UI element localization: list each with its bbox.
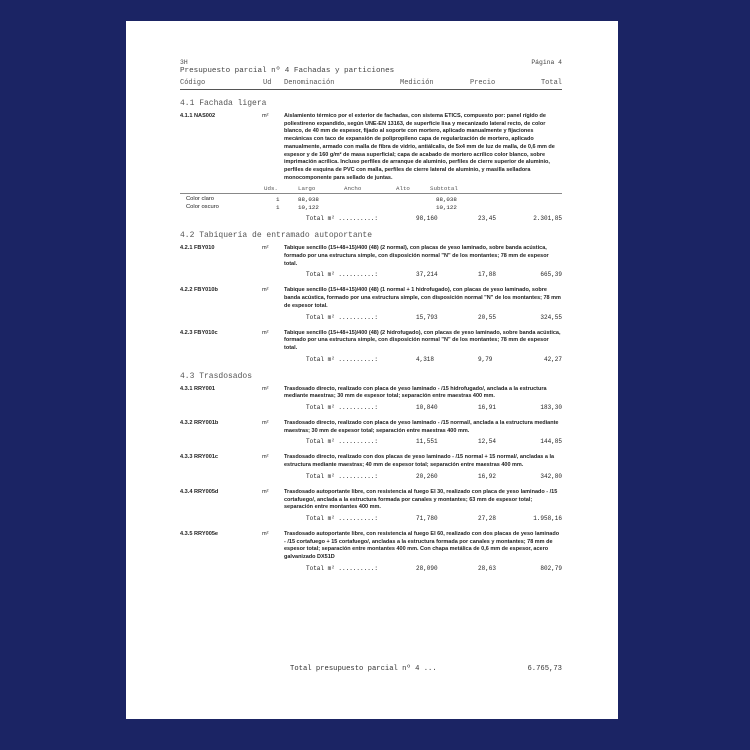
item-code: 4.3.2 RRY001b <box>180 420 219 427</box>
item-unit: m² <box>262 454 269 461</box>
section-title: 4.2 Tabiquería de entramado autoportante <box>180 231 373 241</box>
column-denominacion: Denominación <box>284 79 335 87</box>
measure-subtotal: 88,038 <box>436 196 457 204</box>
item-total: 144,85 <box>540 438 562 446</box>
budget-item <box>180 489 562 525</box>
measure-col-ancho: Ancho <box>344 185 362 193</box>
item-medicion: 37,214 <box>416 271 438 279</box>
item-precio: 12,54 <box>478 438 497 446</box>
item-code: 4.2.2 FBY010b <box>180 287 218 294</box>
measurement-row <box>180 204 562 212</box>
column-precio: Precio <box>470 79 496 87</box>
section-title: 4.1 Fachada ligera <box>180 99 267 108</box>
item-precio: 23,45 <box>478 215 497 223</box>
item-precio: 17,88 <box>478 271 497 279</box>
item-total-row <box>180 565 562 575</box>
measure-col-subtotal: Subtotal <box>430 185 458 193</box>
project-code: 3H <box>180 59 188 66</box>
measure-largo: 88,038 <box>298 196 319 204</box>
total-label: Total m² ..........: <box>306 271 379 279</box>
total-label: Total m² ..........: <box>306 313 379 321</box>
total-label: Total m² ..........: <box>306 514 379 522</box>
measurement-header <box>180 185 562 194</box>
budget-item <box>180 113 562 225</box>
total-label: Total m² ..........: <box>306 472 379 480</box>
item-precio: 27,28 <box>478 514 497 522</box>
item-code: 4.3.4 RRY005d <box>180 488 219 495</box>
item-total-row <box>180 314 562 324</box>
item-total: 802,79 <box>540 564 562 572</box>
grand-total-label: Total presupuesto parcial nº 4 ... <box>290 665 437 673</box>
item-unit: m² <box>262 245 269 252</box>
measurement-row <box>180 196 562 204</box>
budget-item <box>180 287 562 323</box>
measure-uds: 1 <box>276 204 280 212</box>
item-total-row <box>180 271 562 281</box>
item-medicion: 11,551 <box>416 438 438 446</box>
section-title: 4.3 Trasdosados <box>180 371 253 381</box>
item-code: 4.2.1 FBY010 <box>180 245 215 252</box>
item-total: 1.958,16 <box>533 514 562 522</box>
item-unit: m² <box>262 287 269 294</box>
item-unit: m² <box>262 385 269 392</box>
item-total-row <box>180 404 562 414</box>
budget-content <box>180 95 562 581</box>
item-precio: 28,63 <box>478 564 497 572</box>
budget-item <box>180 245 562 281</box>
measure-label: Color oscuro <box>186 204 219 211</box>
measure-col-uds: Uds. <box>264 185 278 193</box>
item-medicion: 15,793 <box>416 313 438 321</box>
item-precio: 9,79 <box>478 355 493 363</box>
total-label: Total m² ..........: <box>306 404 379 412</box>
column-total: Total <box>540 79 562 87</box>
item-description: Trasdosado directo, realizado con placa de yeso laminado - /15 hidrofugado/, anclada a la estructura mediante maestras; 30 mm de espesor total; separación entre maestras 400 mm. <box>284 385 547 400</box>
item-code: 4.3.1 RRY001 <box>180 385 215 392</box>
budget-item <box>180 454 562 482</box>
budget-item <box>180 330 562 366</box>
item-precio: 20,55 <box>478 313 497 321</box>
budget-item <box>180 386 562 414</box>
item-total-row <box>180 438 562 448</box>
item-total-row <box>180 215 562 225</box>
item-precio: 16,91 <box>478 404 497 412</box>
item-total: 324,55 <box>540 313 562 321</box>
item-code: 4.3.3 RRY001c <box>180 454 219 461</box>
measurement-table <box>180 185 562 212</box>
item-unit: m² <box>262 530 269 537</box>
item-total: 665,39 <box>540 271 562 279</box>
budget-item <box>180 420 562 448</box>
item-description: Trasdosado autoportante libre, con resistencia al fuego EI 60, realizado con dos placas de yeso laminado - /15 cortafuego + 15 cortafuego/, ancladas a la estructura formada por canales y montantes; 78 mm de espesor total; separación entre montantes 400 mm. Con chapa metálica de 0,6 mm de espesor, acero galvanizado DX51D <box>284 530 560 561</box>
item-description: Aislamiento térmico por el exterior de fachadas, con sistema ETICS, compuesto por: panel rígido de poliestireno expandido, según UNE-EN 13163, de superficie lisa y mecanizado lateral recto, de color blanco, de 40 mm de espesor, fijado al soporte con mortero, aplicado manualmente y fijaciones mecánicas con taco de expansión de polipropileno capa de regularización de mortero, aplicado manualmente, armado con malla de fibra de vidrio, antiálcalis, de 5x4 mm de luz de malla, de 0,6 mm de espesor y de 160 g/m² de masa superficial; capa de acabado de mortero acrílico color blanco, sobre imprimación acrílica. Incluso perfiles de arranque de aluminio, perfiles de cierre superior de aluminio, perfiles de esquina de PVC con malla, perfiles de cierre lateral de aluminio, y masilla selladora monocomponente para sellado de juntas. <box>284 113 555 181</box>
document-page <box>126 21 618 719</box>
item-total-row <box>180 356 562 366</box>
item-description: Tabique sencillo (15+48+15)/400 (48) (2 normal), con placas de yeso laminado, sobre banda acústica, formado por una estructura simple, con disposición normal "N" de los montantes; 78 mm de espesor total. <box>284 245 549 267</box>
page-title: Presupuesto parcial nº 4 Fachadas y particiones <box>180 67 395 75</box>
item-unit: m² <box>262 113 269 119</box>
total-label: Total m² ..........: <box>306 215 379 223</box>
item-total: 342,80 <box>540 472 562 480</box>
item-medicion: 10,840 <box>416 404 438 412</box>
item-medicion: 71,780 <box>416 514 438 522</box>
item-code: 4.1.1 NAS002 <box>180 113 216 119</box>
measure-label: Color claro <box>186 196 215 203</box>
item-code: 4.2.3 FBY010c <box>180 329 218 336</box>
item-unit: m² <box>262 329 269 336</box>
budget-item <box>180 531 562 575</box>
column-header-row <box>180 79 562 90</box>
item-total: 42,27 <box>543 355 562 363</box>
item-description: Trasdosado autoportante libre, con resistencia al fuego EI 30, realizado con placa de yeso laminado - /15 cortafuego/, anclada a la estructura formada por canales y montantes; 63 mm de espesor total; separación entre montantes 400 mm. <box>284 488 558 511</box>
item-medicion: 28,090 <box>416 564 438 572</box>
item-total-row <box>180 515 562 525</box>
item-total-row <box>180 473 562 483</box>
measure-uds: 1 <box>276 196 280 204</box>
item-precio: 16,92 <box>478 472 497 480</box>
column-codigo: Código <box>180 79 206 87</box>
total-label: Total m² ..........: <box>306 355 379 363</box>
item-medicion: 98,160 <box>416 215 438 223</box>
item-unit: m² <box>262 488 269 495</box>
item-code: 4.3.5 RRY005e <box>180 530 219 537</box>
item-description: Trasdosado directo, realizado con dos placas de yeso laminado - /15 normal + 15 normal/, ancladas a la estructura mediante maestras; 40 mm de espesor total; separación entre maestras 400 mm. <box>284 454 555 469</box>
item-total: 183,30 <box>540 404 562 412</box>
grand-total-value: 6.765,73 <box>527 665 562 673</box>
item-total: 2.301,85 <box>533 215 562 223</box>
total-label: Total m² ..........: <box>306 564 379 572</box>
measure-largo: 10,122 <box>298 204 319 212</box>
item-description: Tabique sencillo (15+48+15)/400 (48) (1 normal + 1 hidrofugado), con placas de yeso laminado, sobre banda acústica, formado por una estructura simple, con disposición normal "N" de los montantes; 78 mm de espesor total. <box>284 287 561 309</box>
item-description: Trasdosado directo, realizado con placa de yeso laminado - /15 normal/, anclada a la estructura mediante maestras; 30 mm de espesor total; separación entre maestras 400 mm. <box>284 420 559 434</box>
item-description: Tabique sencillo (15+48+15)/400 (48) (2 hidrofugado), con placas de yeso laminado, sobre banda acústica, formado por una estructura simple, con disposición normal "N" de los montantes; 78 mm de espesor total. <box>284 329 561 351</box>
measure-subtotal: 10,122 <box>436 204 457 212</box>
column-ud: Ud <box>263 79 272 87</box>
measure-col-alto: Alto <box>396 185 410 193</box>
column-medicion: Medición <box>400 79 434 87</box>
item-medicion: 4,318 <box>416 355 435 363</box>
item-unit: m² <box>262 420 269 427</box>
page-number: Página 4 <box>531 59 562 66</box>
total-label: Total m² ..........: <box>306 438 379 446</box>
measure-col-largo: Largo <box>298 185 316 193</box>
item-medicion: 20,260 <box>416 472 438 480</box>
